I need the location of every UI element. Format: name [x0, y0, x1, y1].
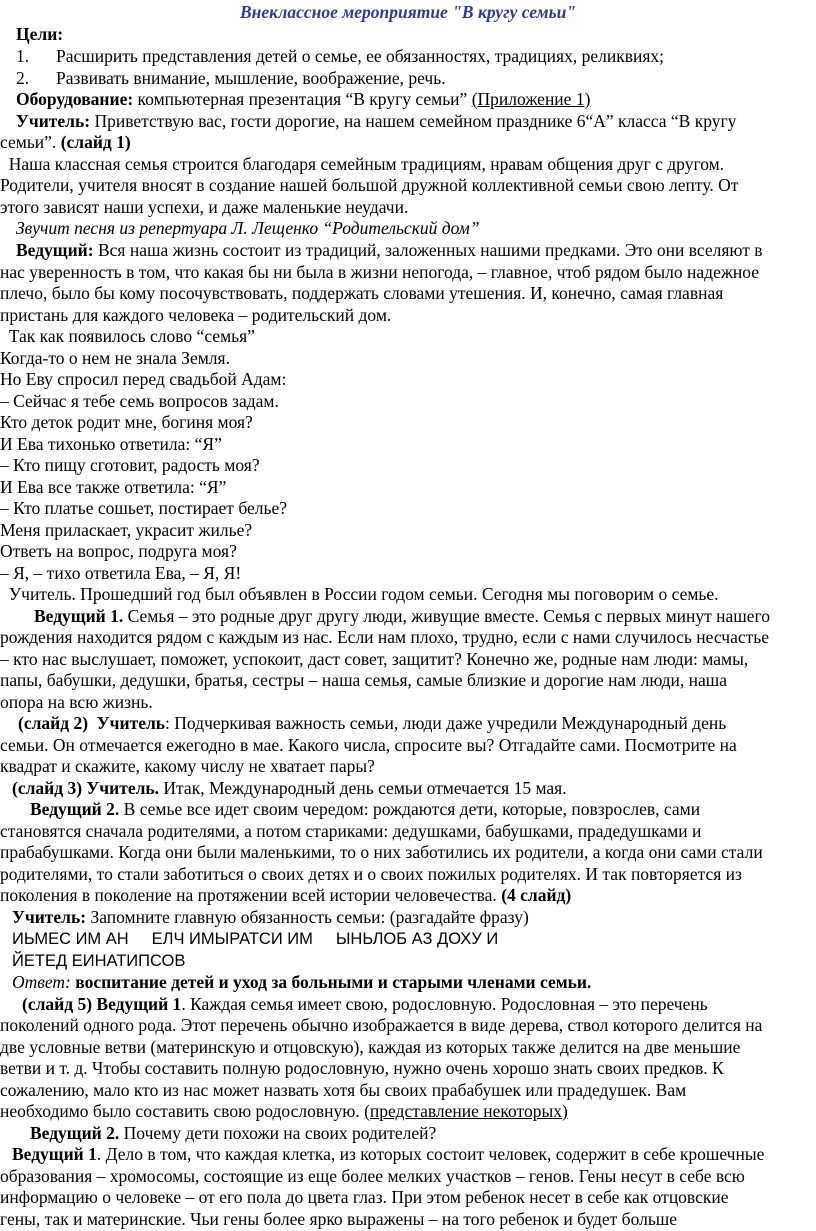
slide-5-line: две условные ветви (материнскую и отцовскую), каждая из которых также делится на две меньшие [0, 1037, 741, 1057]
poem-line: Так как появилось слово “семья” [0, 326, 255, 346]
song-note: Звучит песня из репертуара Л. Лещенко “Родительский дом” [16, 218, 480, 238]
appendix-link[interactable]: (Приложение 1) [471, 89, 591, 109]
slide-5-line: сожалению, мало кто из нас может назвать хотя бы своих прабабушек или прадедушек. Вам [0, 1080, 687, 1100]
poem-line: И Ева тихонько ответила: “Я” [0, 434, 222, 454]
host-speech-line: нас уверенность в том, что какая бы ни была в жизни непогода, – главное, чтоб рядом было надежное [0, 262, 760, 282]
host-speech-line: поколения в поколение на протяжении всей истории человечества. (4 слайд) [0, 885, 572, 905]
host-question-line: Ведущий 2. Почему дети похожи на своих родителей? [30, 1123, 437, 1143]
poem-line: – Кто пищу сготовит, радость моя? [0, 455, 260, 475]
answer-line: Ответ: воспитание детей и уход за больными и старыми членами семьи. [12, 972, 592, 992]
host-speech-line: папы, бабушки, дедушки, братья, сестры – наша семья, самые близкие и дорогие нам люди, наша [0, 670, 727, 690]
host-speech-line: Ведущий 2. В семье все идет своим чередом: рождаются дети, которые, повзрослев, сами [30, 799, 701, 819]
slide-2-line: квадрат и скажите, какому числу не хватает пары? [0, 756, 375, 776]
host-speech-line: пристань для каждого человека – родительский дом. [0, 305, 392, 325]
host-speech-line: Ведущий: Вся наша жизнь состоит из традиций, заложенных нашими предками. Это они вселяют в [16, 240, 763, 260]
slide-5-line: необходимо было составить свою родословную. (представление некоторых) [0, 1101, 568, 1121]
slide-2-line: (слайд 2) Учитель: Подчеркивая важность семьи, люди даже учредили Международный день [18, 713, 727, 733]
host-speech-line: – кто нас выслушает, поможет, успокоит, даст совет, защитит? Конечно же, родные нам люди: мамы, [0, 649, 749, 669]
slide-3-line: (слайд 3) Учитель. Итак, Международный день семьи отмечается 15 мая. [12, 778, 567, 798]
presentation-link[interactable]: (представление некоторых) [364, 1101, 568, 1121]
paragraph-line: Родители, учителя вносят в создание нашей большой дружной коллективной семьи свою лепту. От [0, 175, 739, 195]
goal-item-1: 1. Расширить представления детей о семье, ее обязанностях, традициях, реликвиях; [16, 46, 664, 66]
host-speech-line: становятся сначала родителями, а потом стариками: дедушками, бабушками, прадедушками и [0, 821, 702, 841]
host-speech-line: гены, так и материнские. Чьи гены более ярко выражены – на того ребенок и будет больше [0, 1209, 678, 1229]
poem-line: – Я, – тихо ответила Ева, – Я, Я! [0, 563, 242, 583]
puzzle-line: ИЬМЕС ИМ АН ЕЛЧ ИМЫРАТСИ ИМ ЫНЬЛОБ АЗ ДОХУ И [12, 930, 499, 948]
host-speech-line: Ведущий 1. Семья – это родные друг другу люди, живущие вместе. Семья с первых минут нашего [34, 606, 771, 626]
teacher-greeting-line-1: Учитель: Приветствую вас, гости дорогие, на нашем семейном празднике 6“А” класса “В кругу [16, 111, 737, 131]
host-speech-line: плечо, было бы кому посочувствовать, поддержать словами утешения. И, конечно, самая главная [0, 283, 724, 303]
poem-line: – Кто платье сошьет, постирает белье? [0, 498, 288, 518]
teacher-greeting-line-2: семьи”. (слайд 1) [0, 132, 131, 152]
equipment-line: Оборудование: компьютерная презентация “В кругу семьи” (Приложение 1) [16, 89, 591, 109]
host-speech-line: рождения находится рядом с каждым из нас. Если нам плохо, трудно, если с нами случилось несчастье [0, 627, 770, 647]
host-speech-line: родителями, то стали заботиться о своих детях и о своих пожилых родителях. И так повторяется из [0, 864, 742, 884]
slide-2-line: семьи. Он отмечается ежегодно в мае. Какого числа, спросите вы? Отгадайте сами. Посмотрите на [0, 735, 737, 755]
puzzle-line: ЙЕТЕД ЕИНАТИПСОВ [12, 952, 186, 970]
host-speech-line: Ведущий 1. Дело в том, что каждая клетка, из которых состоит человек, содержит в себе крошечные [12, 1144, 765, 1164]
poem-line: – Сейчас я тебе семь вопросов задам. [0, 391, 279, 411]
goals-heading: Цели: [16, 24, 64, 44]
host-speech-line: опора на всю жизнь. [0, 692, 153, 712]
slide-5-line: (слайд 5) Ведущий 1. Каждая семья имеет свою, родословную. Родословная – это перечень [22, 994, 708, 1014]
poem-line: Но Еву спросил перед свадьбой Адам: [0, 369, 287, 389]
paragraph-line: Наша классная семья строится благодаря семейным традициям, нравам общения друг с другом. [0, 154, 725, 174]
teacher-task-line: Учитель: Запомните главную обязанность семьи: (разгадайте фразу) [12, 907, 529, 927]
poem-line: Когда-то о нем не знала Земля. [0, 348, 230, 368]
host-speech-line: образования – хромосомы, состоящие из еще более мелких участков – генов. Гены несут в себе всю [0, 1166, 745, 1186]
poem-line: Кто деток родит мне, богиня моя? [0, 412, 253, 432]
host-speech-line: информацию о человеке – от его пола до цвета глаз. При этом ребенок несет в себе как отцовские [0, 1187, 729, 1207]
slide-5-line: поколений одного рода. Этот перечень обычно изображается в виде дерева, ствол которого делится на [0, 1015, 763, 1035]
poem-line: Ответь на вопрос, подруга моя? [0, 541, 237, 561]
paragraph-line: этого зависят наши успехи, и даже маленькие неудачи. [0, 197, 409, 217]
poem-line: Меня приласкает, украсит жилье? [0, 520, 253, 540]
poem-line: И Ева все также ответила: “Я” [0, 477, 227, 497]
slide-5-line: ветви и т. д. Чтобы составить полную родословную, нужно очень хорошо знать своих предков. К [0, 1058, 724, 1078]
goal-item-2: 2. Развивать внимание, мышление, воображение, речь. [16, 68, 446, 88]
page-title: Внеклассное мероприятие "В кругу семьи" [239, 2, 577, 22]
teacher-line: Учитель. Прошедший год был объявлен в России годом семьи. Сегодня мы поговорим о семье. [0, 584, 719, 604]
host-speech-line: прабабушками. Когда они были маленькими, то о них заботились их родители, а когда они сами стали [0, 842, 763, 862]
